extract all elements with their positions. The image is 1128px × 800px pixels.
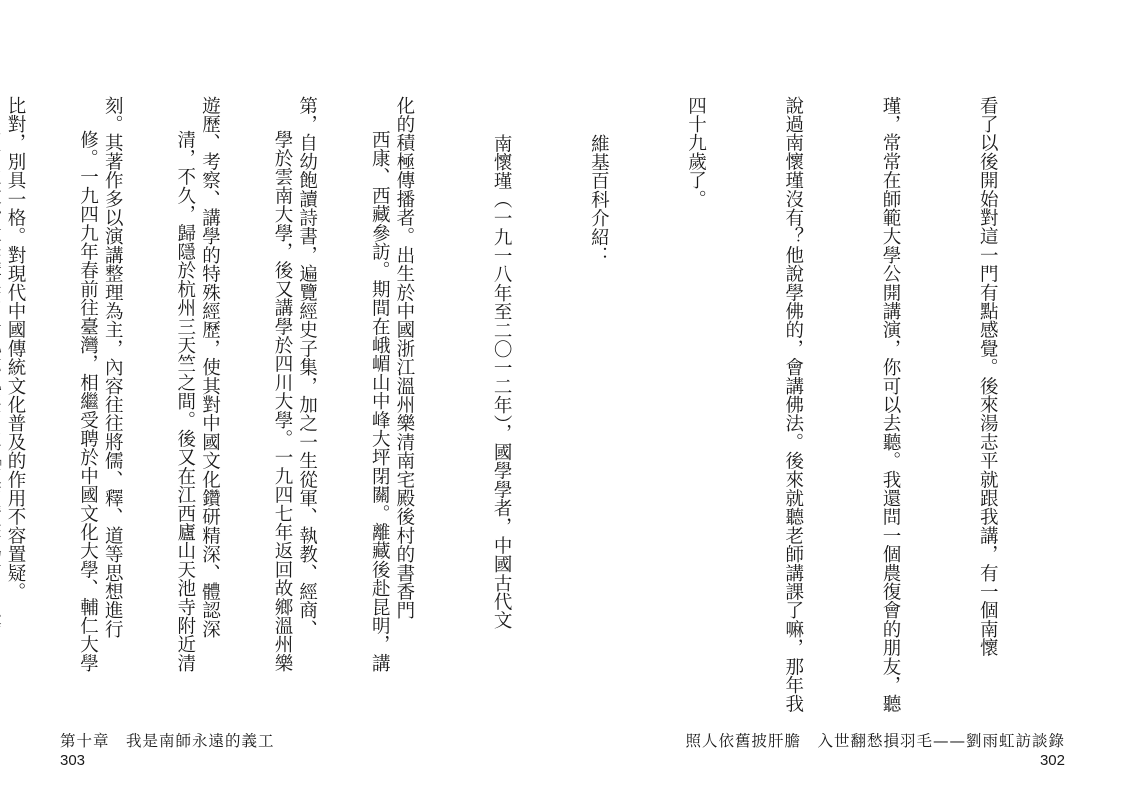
quote-column bbox=[0, 130, 6, 690]
quote-column: 化的積極傳播者。出生於中國浙江溫州樂清南宅殿後村的書香門 bbox=[393, 96, 415, 620]
quote-column: 清，不久，歸隱於杭州三天竺之間。後又在江西廬山天池寺附近清 bbox=[174, 130, 196, 673]
text-column: 四十九歲了。 bbox=[685, 96, 707, 209]
page-number: 303 bbox=[60, 752, 86, 769]
chapter-title: 第十章 我是南師永遠的義工 bbox=[60, 732, 275, 750]
quote-column: 南懷瑾（一九一八年至二〇一二年），國學學者，中國古代文 bbox=[491, 134, 513, 630]
page-number: 302 bbox=[1039, 752, 1065, 769]
quote-column: 比對，別具一格。對現代中國傳統文化普及的作用不容置疑。 bbox=[5, 96, 26, 601]
quote-column: 刻。其著作多以演講整理為主，內容往往將儒、釋、道等思想進行 bbox=[102, 96, 124, 639]
running-title: 照人依舊披肝膽 入世翻愁損羽毛——劉雨虹訪談錄 bbox=[685, 732, 1065, 750]
left-page-body bbox=[0, 130, 460, 690]
quote-column: 學於雲南大學，後又講學於四川大學。一九四七年返回故鄉溫州樂 bbox=[271, 130, 293, 673]
text-column: 看了以後開始對這一門有點感覺。後來湯志平就跟我講，有一個南懷 bbox=[977, 96, 999, 657]
quote-column: 西康、西藏參訪。期間在峨嵋山中峰大坪閉關。離藏後赴昆明，講 bbox=[369, 130, 391, 673]
quote-column: 修。一九四九年春前往臺灣，相繼受聘於中國文化大學、輔仁大學 bbox=[77, 130, 99, 673]
text-column: 瑾，常常在師範大學公開講演，你可以去聽。我還問一個農復會的朋友，聽 bbox=[879, 96, 901, 714]
quote-heading: 維基百科介紹： bbox=[588, 134, 610, 265]
quote-column: 遊歷、考察、講學的特殊經歷，使其對中國文化鑽研精深、體認深 bbox=[199, 96, 221, 639]
quote-column: 第，自幼飽讀詩書，遍覽經史子集，加之一生從軍、執教、經商、 bbox=[296, 96, 318, 639]
text-column: 說過南懷瑾沒有？他說學佛的，會講佛法。後來就聽老師講課了嘛，那年我 bbox=[782, 96, 804, 714]
